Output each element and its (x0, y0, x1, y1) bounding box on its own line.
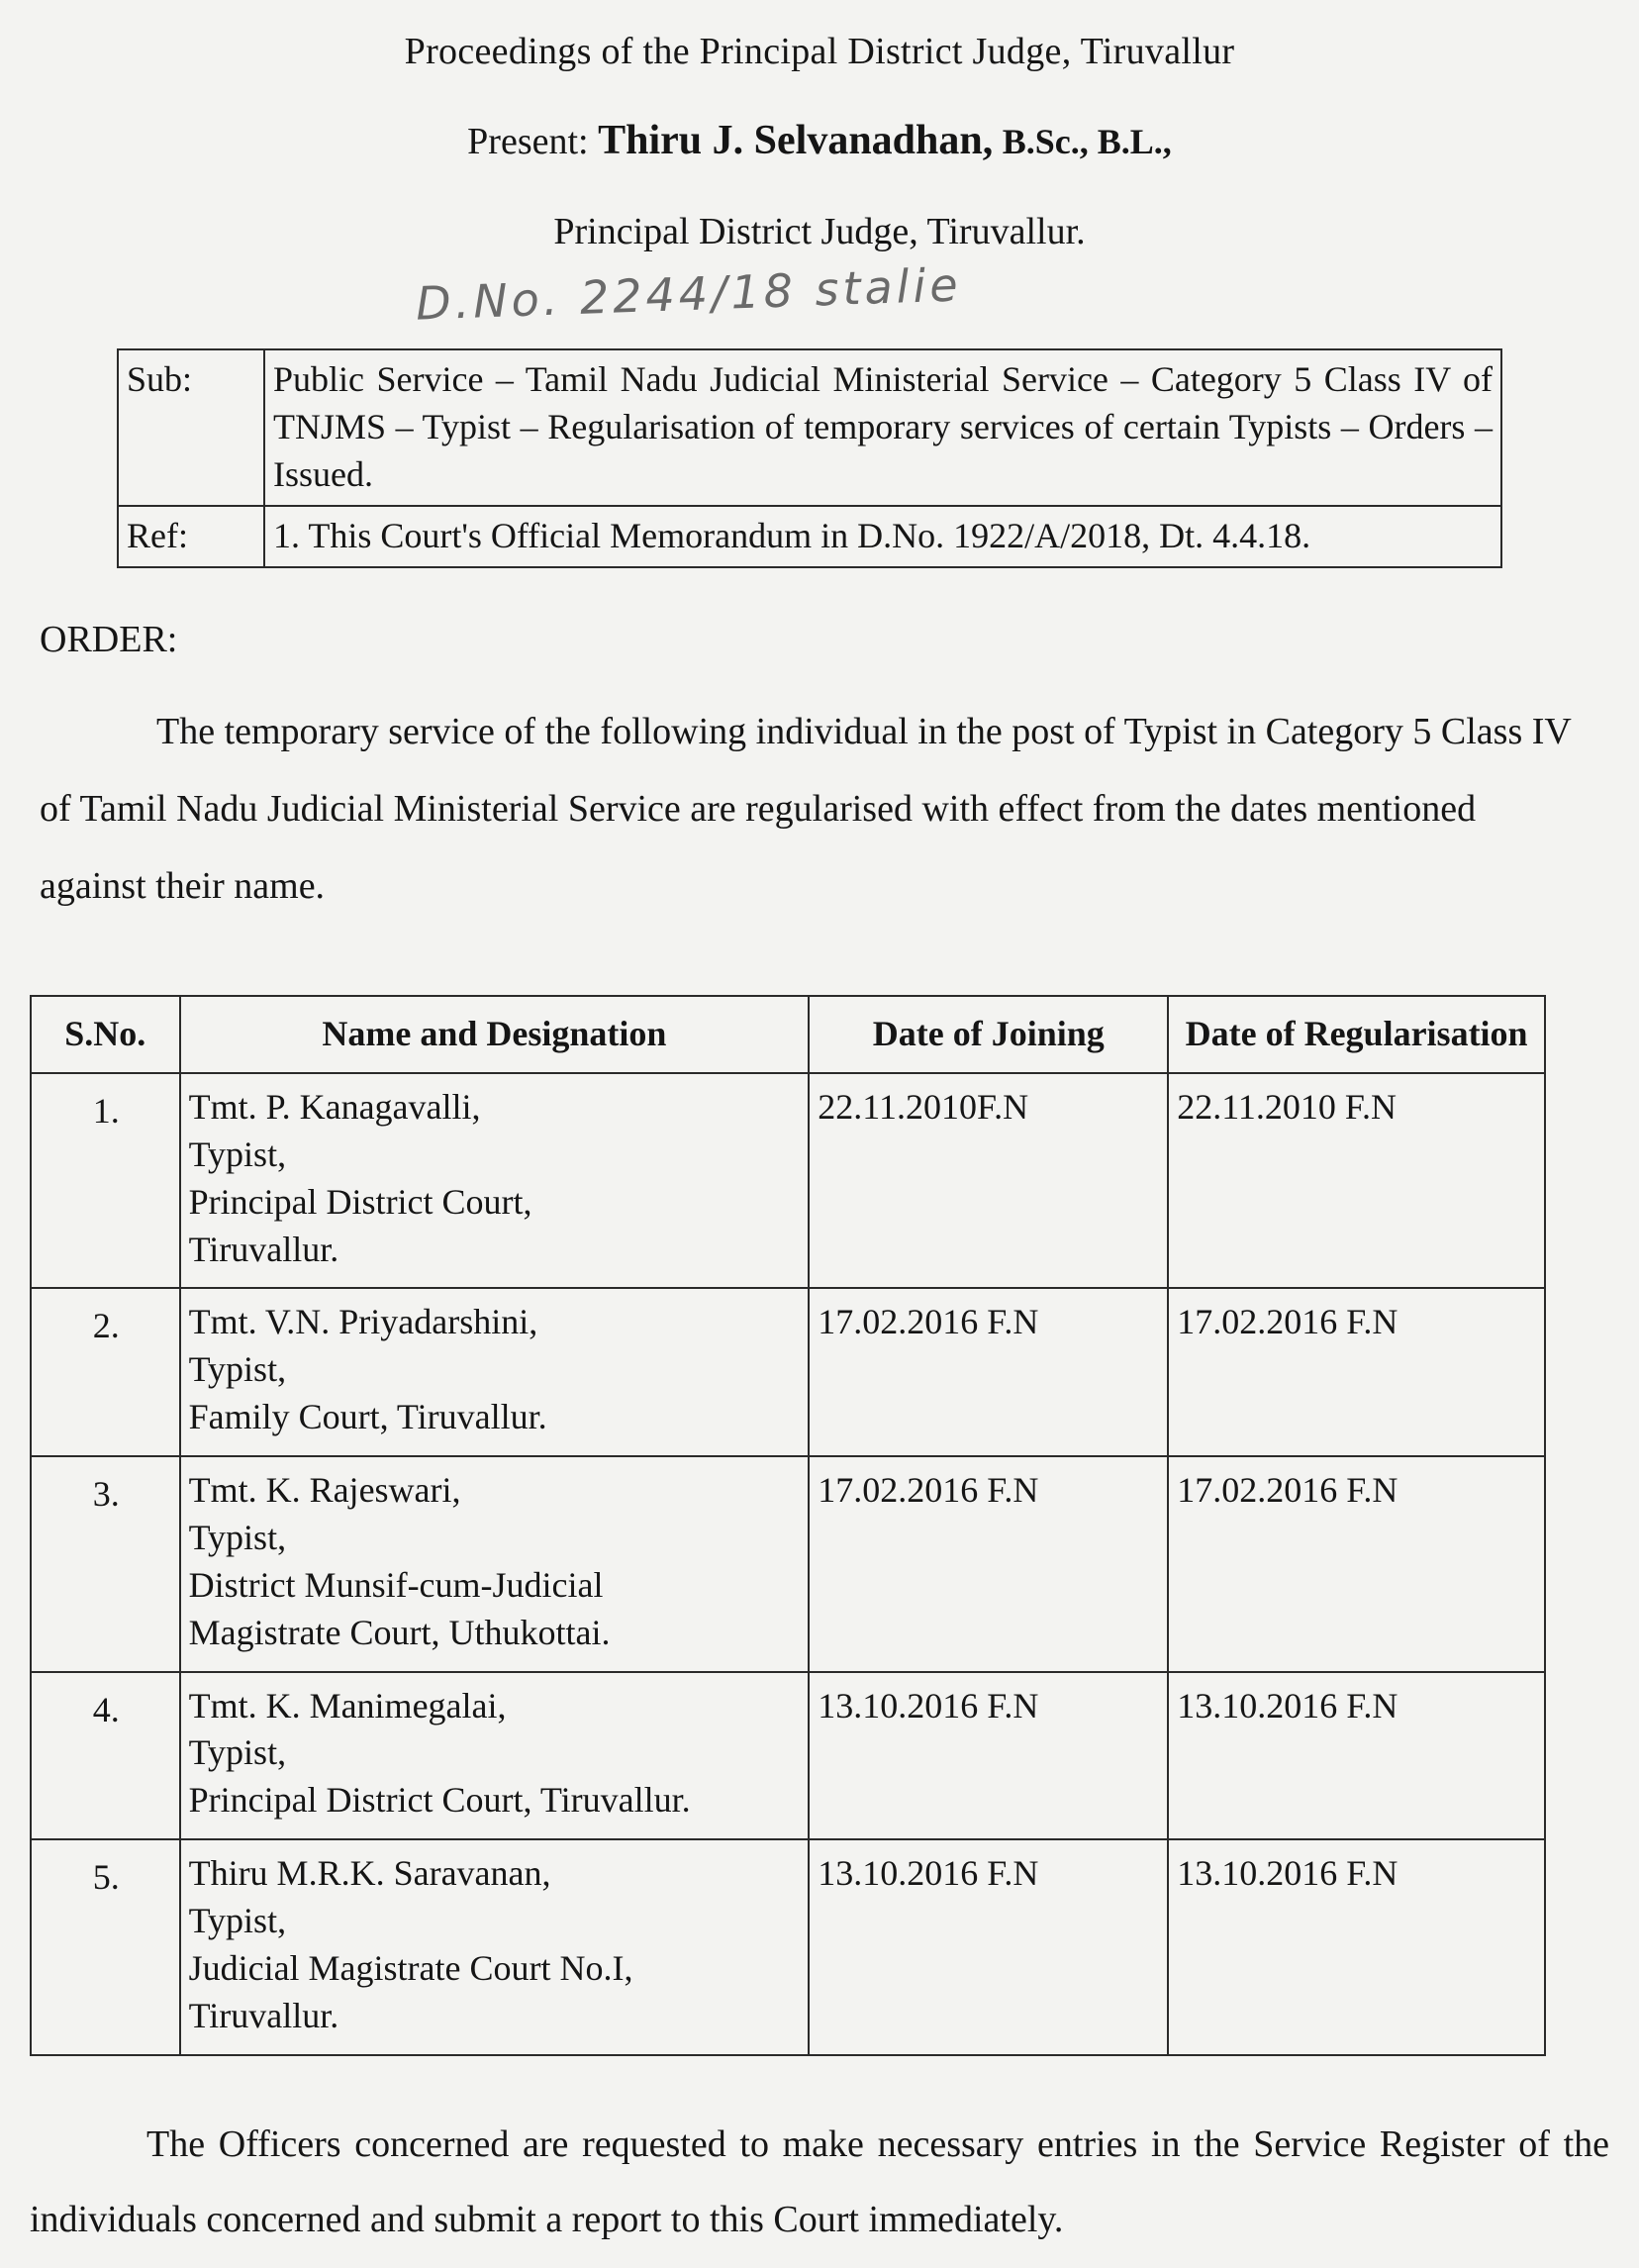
table-row (31, 1839, 1545, 2055)
present-label: Present: (467, 121, 589, 162)
table-row (31, 1672, 1545, 1840)
table-row (31, 1288, 1545, 1456)
cell-date-of-joining: 17.02.2016 F.N (809, 1456, 1168, 1672)
name-designation-line: Typist, (188, 1901, 287, 1940)
cell-date-of-regularisation: 13.10.2016 F.N (1168, 1672, 1545, 1840)
cell-date-of-joining: 22.11.2010F.N (809, 1073, 1168, 1289)
sub-text: Public Service – Tamil Nadu Judicial Ministerial Service – Category 5 Class IV of TNJMS – Typist – Regularisation of temporary services of certain Typists – Orders – Issued. (264, 349, 1501, 506)
cell-date-of-regularisation: 17.02.2016 F.N (1168, 1288, 1545, 1456)
table-row (31, 1073, 1545, 1289)
name-designation-line: Tmt. K. Manimegalai, (188, 1685, 507, 1726)
cell-sno: 5. (31, 1839, 180, 2055)
cell-name-designation (180, 1839, 810, 2055)
reference-row (118, 506, 1501, 567)
name-designation-line: Tmt. V.N. Priyadarshini, (188, 1302, 538, 1342)
cell-name-designation (180, 1672, 810, 1840)
handwritten-note: D.No. 2244/18 stalie (415, 257, 963, 331)
name-designation-line: Thiru M.R.K. Saravanan, (188, 1853, 551, 1894)
name-designation-line: Family Court, Tiruvallur. (188, 1397, 547, 1437)
regularisation-table (30, 995, 1546, 2056)
order-paragraph: The temporary service of the following individual in the post of Typist in Category 5 Class IV of Tamil Nadu Judicial Ministerial Service are regularised with effect from the dates mentioned against their name. (40, 711, 1572, 907)
subject-row (118, 349, 1501, 506)
name-designation-line: Tmt. K. Rajeswari, (188, 1470, 461, 1510)
name-designation-line: Tmt. P. Kanagavalli, (188, 1086, 481, 1127)
cell-name-designation (180, 1456, 810, 1672)
ref-label: Ref: (118, 506, 264, 567)
judge-designation: Principal District Judge, Tiruvallur. (553, 211, 1086, 252)
header-date-of-joining: Date of Joining (809, 996, 1168, 1073)
sub-label: Sub: (118, 349, 264, 506)
header-sno: S.No. (31, 996, 180, 1073)
cell-date-of-joining: 13.10.2016 F.N (809, 1839, 1168, 2055)
cell-date-of-regularisation: 22.11.2010 F.N (1168, 1073, 1545, 1289)
name-designation-line: District Munsif-cum-Judicial (188, 1564, 604, 1605)
name-designation-line: Typist, (188, 1517, 287, 1557)
cell-date-of-regularisation: 17.02.2016 F.N (1168, 1456, 1545, 1672)
present-line (0, 117, 1639, 164)
table-body (31, 1073, 1545, 2055)
cell-sno: 2. (31, 1288, 180, 1456)
name-designation-line: Tiruvallur. (188, 1229, 339, 1269)
table-row (31, 1456, 1545, 1672)
cell-sno: 1. (31, 1073, 180, 1289)
name-designation-line: Principal District Court, (188, 1181, 532, 1222)
cell-sno: 3. (31, 1456, 180, 1672)
closing-paragraph: The Officers concerned are requested to make necessary entries in the Service Register of the individuals concerned and submit a report to this Court immediately. (30, 2123, 1609, 2240)
name-designation-line: Principal District Court, Tiruvallur. (188, 1780, 691, 1821)
header-name-designation: Name and Designation (180, 996, 810, 1073)
header-date-of-regularisation: Date of Regularisation (1168, 996, 1545, 1073)
cell-date-of-joining: 17.02.2016 F.N (809, 1288, 1168, 1456)
cell-name-designation (180, 1073, 810, 1289)
cell-date-of-regularisation: 13.10.2016 F.N (1168, 1839, 1545, 2055)
proceedings-heading: Proceedings of the Principal District Judge, Tiruvallur (404, 31, 1235, 72)
ref-text: 1. This Court's Official Memorandum in D.No. 1922/A/2018, Dt. 4.4.18. (264, 506, 1501, 567)
name-designation-line: Typist, (188, 1349, 287, 1390)
subject-reference-table (117, 348, 1502, 568)
cell-name-designation (180, 1288, 810, 1456)
order-label: ORDER: (40, 619, 178, 660)
judge-qualifications: B.Sc., B.L., (1002, 122, 1172, 161)
name-designation-line: Typist, (188, 1732, 287, 1773)
name-designation-line: Typist, (188, 1134, 287, 1174)
judge-name: Thiru J. Selvanadhan, (598, 118, 994, 163)
name-designation-line: Magistrate Court, Uthukottai. (188, 1612, 611, 1652)
name-designation-line: Tiruvallur. (188, 1995, 339, 2035)
table-header-row (31, 996, 1545, 1073)
name-designation-line: Judicial Magistrate Court No.I, (188, 1947, 633, 1988)
cell-sno: 4. (31, 1672, 180, 1840)
cell-date-of-joining: 13.10.2016 F.N (809, 1672, 1168, 1840)
